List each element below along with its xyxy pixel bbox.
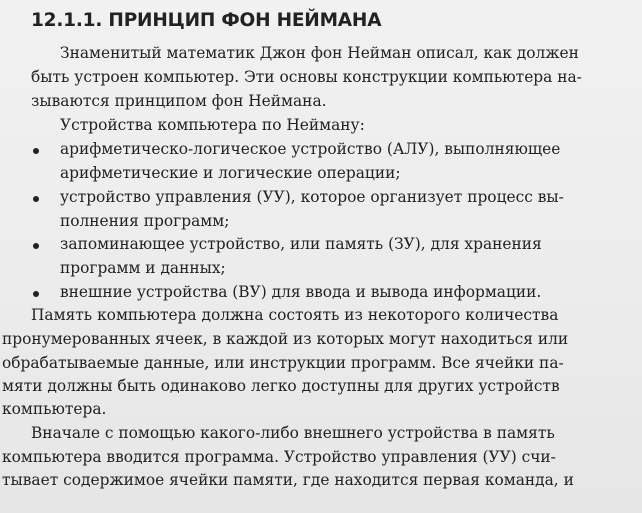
paragraph-3-line-2: компьютера вводится программа. Устройство управления (УУ) счи- <box>2 448 556 466</box>
paragraph-3-line-3: тывает содержимое ячейки памяти, где находится первая команда, и <box>2 471 574 489</box>
paragraph-2-line-3: обрабатываемые данные, или инструкции программ. Все ячейки па- <box>2 354 564 372</box>
list-item-2-line-2: полнения программ; <box>60 212 230 230</box>
paragraph-1-line-1: Знаменитый математик Джон фон Нейман описал, как должен <box>60 44 579 62</box>
list-item-1-line-2: арифметические и логические операции; <box>60 164 401 182</box>
paragraph-2-line-4: мяти должны быть одинаково легко доступны для других устройств <box>2 377 560 395</box>
paragraph-3-line-1: Вначале с помощью какого-либо внешнего устройства в память <box>31 424 555 442</box>
bullet-icon <box>33 243 39 249</box>
list-item-4-line-1: внешние устройства (ВУ) для ввода и вывода информации. <box>60 283 542 301</box>
paragraph-2-line-5: компьютера. <box>2 400 107 418</box>
section-heading: 12.1.1. ПРИНЦИП ФОН НЕЙМАНА <box>31 10 382 31</box>
list-item-3-line-2: программ и данных; <box>60 259 226 277</box>
list-item-1-line-1: арифметическо-логическое устройство (АЛУ), выполняющее <box>60 140 561 158</box>
list-item-2-line-1: устройство управления (УУ), которое организует процесс вы- <box>60 188 564 206</box>
bullet-icon <box>33 291 39 297</box>
list-item-3-line-1: запоминающее устройство, или память (ЗУ), для хранения <box>60 235 542 253</box>
bullet-icon <box>33 196 39 202</box>
paragraph-1-line-2: быть устроен компьютер. Эти основы конструкции компьютера на- <box>31 68 582 86</box>
list-intro: Устройства компьютера по Нейману: <box>60 116 365 134</box>
bullet-icon <box>33 148 39 154</box>
paragraph-2-line-1: Память компьютера должна состоять из некоторого количества <box>31 306 559 324</box>
paragraph-2-line-2: пронумерованных ячеек, в каждой из которых могут находиться или <box>2 330 569 348</box>
paragraph-1-line-3: зываются принципом фон Неймана. <box>31 92 327 110</box>
